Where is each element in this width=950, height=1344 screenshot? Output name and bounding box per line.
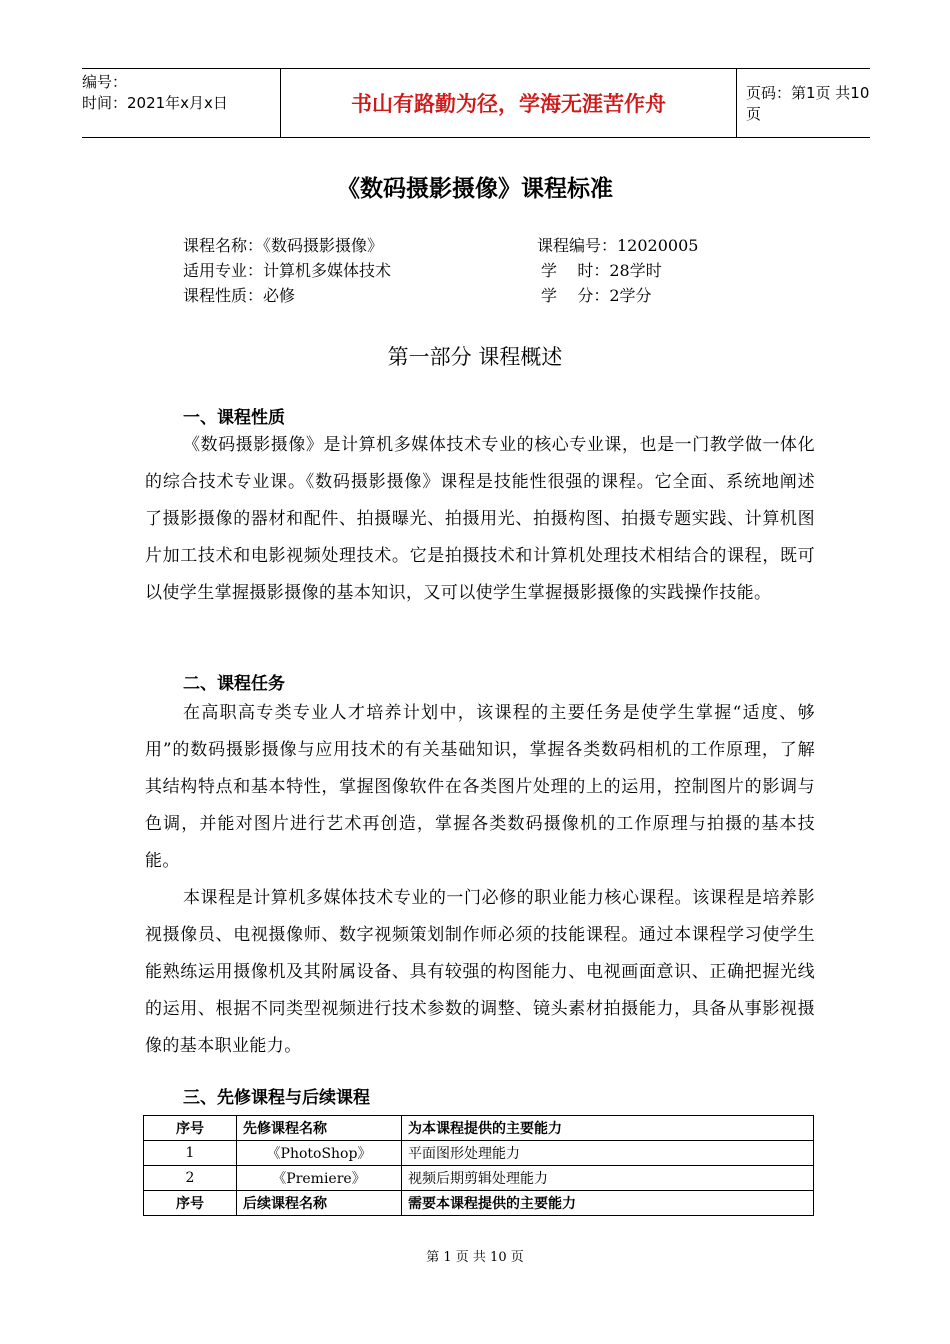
table-cell: 《PhotoShop》 — [237, 1141, 402, 1166]
section-heading: 三、先修课程与后续课程 — [183, 1088, 370, 1108]
section-heading: 一、课程性质 — [183, 408, 285, 428]
page-footer: 第 1 页 共 10 页 — [426, 1250, 524, 1265]
table-header-cell: 需要本课程提供的主要能力 — [402, 1191, 814, 1216]
header-divider — [736, 69, 737, 137]
document-title: 《数码摄影摄像》课程标准 — [337, 176, 613, 202]
table-row — [144, 1141, 814, 1166]
section-heading: 二、课程任务 — [183, 674, 285, 694]
section-body — [145, 695, 815, 1065]
header-meta — [82, 69, 280, 140]
table-header-row — [144, 1116, 814, 1141]
paragraph: 本课程是计算机多媒体技术专业的一门必修的职业能力核心课程。该课程是培养影视摄像员、电视摄像师、数字视频策划制作师必须的技能课程。通过本课程学习使学生能熟练运用摄像机及其附属设备、具有较强的构图能力、电视画面意识、正确把握光线的运用、根据不同类型视频进行技术参数的调整、镜头素材拍摄能力，具备从事影视摄像的基本职业能力。 — [145, 888, 815, 1056]
paragraph: 在高职高专类专业人才培养计划中，该课程的主要任务是使学生掌握“适度、够用”的数码摄影摄像与应用技术的有关基础知识，掌握各类数码相机的工作原理，了解其结构特点和基本特性，掌握图像软件在各类图片处理的上的运用，控制图片的影调与色调，并能对图片进行艺术再创造，掌握各类数码摄像机的工作原理与拍摄的基本技能。 — [145, 703, 815, 871]
table-cell: 视频后期剪辑处理能力 — [402, 1166, 814, 1191]
paragraph: 《数码摄影摄像》是计算机多媒体技术专业的核心专业课，也是一门教学做一体化的综合技术专业课。《数码摄影摄像》课程是技能性很强的课程。它全面、系统地阐述了摄影摄像的器材和配件、拍摄曝光、拍摄用光、拍摄构图、拍摄专题实践、计算机图片加工技术和电影视频处理技术。它是拍摄技术和计算机处理技术相结合的课程，既可以使学生掌握摄影摄像的基本知识，又可以使学生掌握摄影摄像的实践操作技能。 — [145, 435, 815, 603]
course-name: 课程名称：《数码摄影摄像》 — [183, 236, 384, 255]
table-header-cell: 先修课程名称 — [237, 1116, 402, 1141]
table-header-cell: 后续课程名称 — [237, 1191, 402, 1216]
table-row — [144, 1166, 814, 1191]
part-title: 第一部分 课程概述 — [387, 345, 563, 369]
course-credits: 学 分：2学分 — [541, 286, 652, 305]
table-header-cell: 序号 — [144, 1116, 237, 1141]
table-cell: 《Premiere》 — [237, 1166, 402, 1191]
document-date-label: 时间：2021年x月x日 — [82, 94, 228, 112]
course-nature: 课程性质：必修 — [183, 286, 296, 305]
table-cell: 平面图形处理能力 — [402, 1141, 814, 1166]
course-table — [143, 1115, 814, 1216]
page-header — [82, 68, 870, 138]
course-code: 课程编号：12020005 — [537, 236, 699, 255]
table-cell: 2 — [144, 1166, 237, 1191]
table-header-row — [144, 1191, 814, 1216]
table-header-cell: 为本课程提供的主要能力 — [402, 1116, 814, 1141]
header-page-info: 页码：第1页 共10页 — [746, 84, 870, 123]
section-body — [145, 427, 815, 612]
header-motto: 书山有路勤为径，学海无涯苦作舟 — [351, 92, 666, 116]
course-hours: 学 时：28学时 — [541, 261, 662, 280]
course-major: 适用专业：计算机多媒体技术 — [183, 261, 392, 280]
table-header-cell: 序号 — [144, 1191, 237, 1216]
document-number-label: 编号： — [82, 73, 128, 91]
table-cell: 1 — [144, 1141, 237, 1166]
